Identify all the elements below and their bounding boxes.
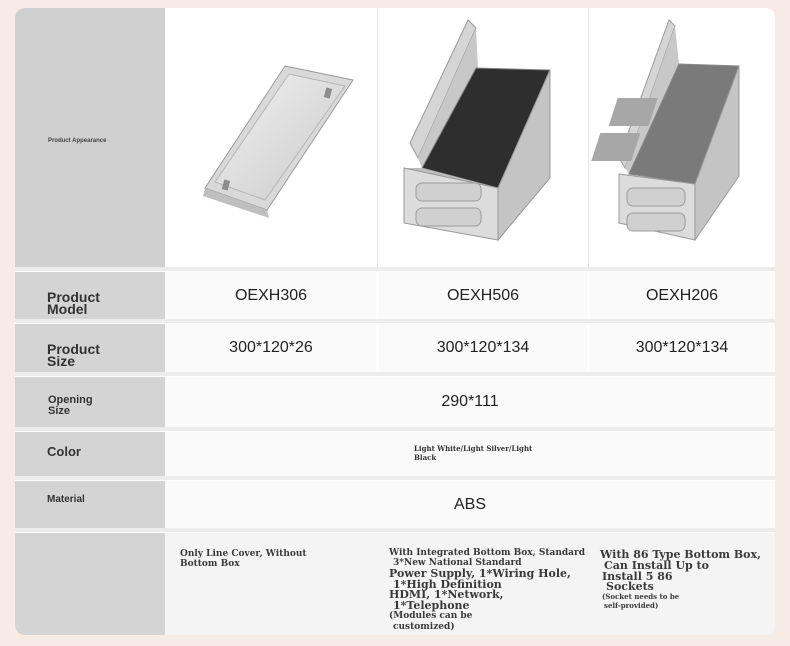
size-oexh506: 300*120*134 <box>378 324 588 372</box>
row-label-description <box>15 533 165 635</box>
product-image-oexh306 <box>165 8 377 267</box>
opening-size-value: 290*111 <box>165 377 775 427</box>
product-image-oexh206 <box>589 8 775 267</box>
model-oexh206: OEXH206 <box>589 272 775 319</box>
material-value: ABS <box>165 481 775 528</box>
model-oexh306: OEXH306 <box>165 272 377 319</box>
spec-table <box>15 8 775 635</box>
size-oexh306: 300*120*26 <box>165 324 377 372</box>
color-value-cell <box>165 432 775 476</box>
row-label-material: Material <box>15 481 165 528</box>
description-oexh506: With Integrated Bottom Box, Standard 3*New National Standard Power Supply, 1*Wiring Hole, 1*High Definition HDMI, 1*Network, 1*Telephone (Modules can be customized) <box>389 548 586 632</box>
color-value: Light White/Light Silver/Light Black <box>414 444 533 462</box>
size-oexh206: 300*120*134 <box>589 324 775 372</box>
row-label-opening: Opening Size <box>15 377 165 427</box>
product-image-oexh506 <box>378 8 588 267</box>
row-label-appearance: Product Appearance <box>15 8 165 267</box>
row-label-model: Product Model <box>15 272 165 319</box>
description-oexh306: Only Line Cover, Without Bottom Box <box>180 549 307 569</box>
model-oexh506: OEXH506 <box>378 272 588 319</box>
description-oexh206: With 86 Type Bottom Box, Can Install Up to Install 5 86 Sockets (Socket needs to be self-provided) <box>600 548 761 610</box>
row-label-size: Product Size <box>15 324 165 372</box>
row-label-color: Color <box>15 432 165 476</box>
